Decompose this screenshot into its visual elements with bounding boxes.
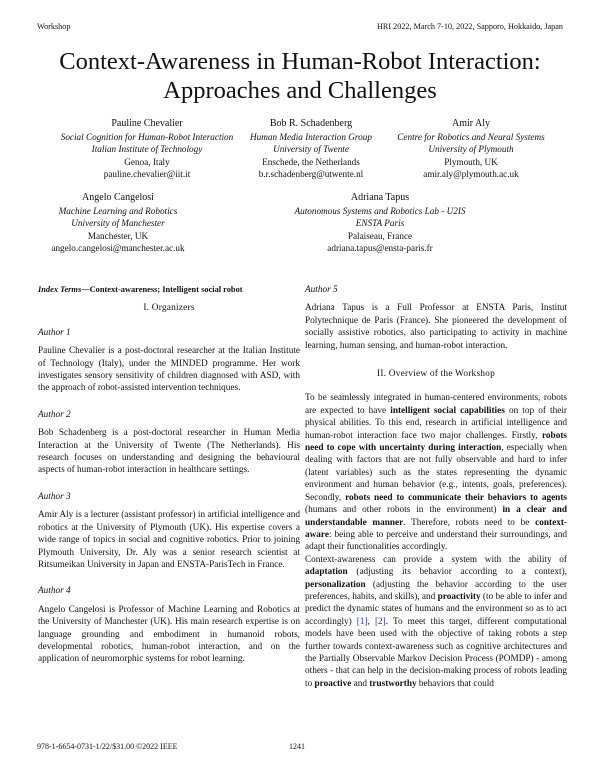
author-block-5	[270, 192, 490, 255]
overview-paragraph-1: To be seamlessly integrated in human-centered environments, robots are expected to have intelligent social capabilities on top of their physical abilities. To this end, research in artificial intelligence and human-robot interaction face two major challenges. Firstly, robots need to cope with uncertainty during interaction, especially when dealing with factors that are not fully observable and hard to infer (latent variables) such as the states representing the dynamic environment and human behavior (e.g., intents, goals, preferences). Secondly, robots need to communicate their behaviors to agents (humans and other robots in the environment) in a clear and understandable manner. Therefore, robots need to be context-aware: being able to perceive and understand their surroundings, and adapt their functionalities accordingly.	[305, 393, 568, 553]
citation-link-2[interactable]: [2]	[374, 616, 386, 627]
author-group: Human Media Interaction Group	[250, 131, 372, 142]
author-2-heading: Author 2	[38, 409, 71, 420]
author-name: Bob R. Schadenberg	[269, 118, 353, 129]
section-heading-overview: II. Overview of the Workshop	[377, 369, 495, 380]
author-1-bio: Pauline Chevalier is a post-doctoral researcher at the Italian Institute of Technology (Italy), under the MINDED programme. Her work investigates sensory sensitivity of children diagnosed with ASD, with the approach of robot-assisted intervention techniques.	[38, 346, 300, 394]
author-3-bio: Amir Aly is a lecturer (assistant professor) in artificial intelligence and robotics at the University of Plymouth (UK). His expertise covers a wide range of topics in social and cognitive robotics. Prior to joining Plymouth University, Dr. Aly was a senior research scientist at Ritsumeikan University in Japan and ENSTA-ParisTech in France.	[38, 510, 300, 570]
right-column	[305, 284, 567, 690]
citation-link-1[interactable]: [1]	[356, 616, 368, 627]
page-number: 1241	[289, 742, 305, 751]
author-block-2	[238, 118, 384, 181]
author-name: Adriana Tapus	[350, 192, 410, 203]
author-5-bio: Adriana Tapus is a Full Professor at ENSTA Paris, Institut Polytechnique de Paris (France). She pioneered the development of socially assistive robotics, also participating to activity in machine learning, human sensing, and human-robot interaction.	[305, 303, 567, 351]
author-4-heading: Author 4	[38, 586, 71, 597]
author-group: Social Cognition for Human-Robot Interaction	[60, 131, 234, 142]
author-location: Genoa, Italy	[124, 156, 170, 167]
author-email[interactable]: angelo.cangelosi@manchester.ac.uk	[51, 243, 185, 254]
index-terms: Index Terms—Context-awareness; Intelligent social robot	[38, 285, 243, 294]
title-line-1: Context-Awareness in Human-Robot Interaction:	[59, 48, 541, 75]
author-email[interactable]: adriana.tapus@ensta-paris.fr	[327, 243, 433, 254]
author-1-heading: Author 1	[38, 327, 71, 338]
author-email[interactable]: b.r.schadenberg@utwente.nl	[258, 169, 364, 180]
author-org: University of Manchester	[71, 218, 165, 229]
author-block-1	[52, 118, 242, 181]
title-line-2: Approaches and Challenges	[163, 77, 437, 104]
author-group: Autonomous Systems and Robotics Lab - U2IS	[294, 205, 466, 216]
author-location: Manchester, UK	[87, 230, 149, 241]
author-org: Italian Institute of Technology	[91, 144, 203, 155]
author-4-bio: Angelo Cangelosi is Professor of Machine Learning and Robotics at the University of Manchester (UK). His main research expertise is on language grounding and embodiment in humanoid robots, developmental robotics, human-robot interaction, and on the application of neuromorphic systems for robot learning.	[38, 604, 300, 665]
author-group: Centre for Robotics and Neural Systems	[397, 131, 545, 142]
author-location: Palaiseau, France	[347, 230, 413, 241]
paper-title	[0, 47, 600, 105]
author-block-3	[380, 118, 562, 181]
running-header-left: Workshop	[37, 22, 71, 31]
copyright-footer: 978-1-6654-0731-1/22/$31.00 ©2022 IEEE	[37, 742, 178, 751]
author-email[interactable]: pauline.chevalier@iit.it	[103, 169, 191, 180]
author-2-bio: Bob Schadenberg is a post-doctoral researcher in Human Media Interaction at the University of Twente (The Netherlands). His research focuses on understanding and designing the behavioural aspects of human-robot interaction in healthcare settings.	[38, 428, 300, 476]
author-5-heading: Author 5	[305, 285, 338, 295]
author-org: University of Twente	[273, 144, 349, 155]
author-org: University of Plymouth	[428, 144, 514, 155]
author-group: Machine Learning and Robotics	[58, 205, 178, 216]
author-email[interactable]: amir.aly@plymouth.ac.uk	[423, 169, 519, 180]
author-block-4	[30, 192, 206, 255]
overview-paragraph-2: Context-awareness can provide a system with the ability of adaptation (adjusting its behavior according to a context), personalization (adjusting the behavior according to the user preferences, habits, and skills), and proactivity (to be able to infer and predict the dynamic states of humans and the environment so as to act accordingly) [1], [2]. To meet this target, different computational models have been used with the objective of taking robots a step further towards context-awareness such as cognitive architectures and the Partially Observable Markov Decision Process (POMDP) - among others - that can help in the decision-making process of robots leading to proactive and trustworthy behaviors that could	[305, 554, 567, 689]
left-column	[38, 284, 300, 666]
author-location: Plymouth, UK	[444, 156, 498, 167]
author-name: Angelo Cangelosi	[82, 192, 154, 203]
author-name: Pauline Chevalier	[111, 118, 183, 129]
author-org: ENSTA Paris	[355, 218, 405, 229]
author-location: Enschede, the Netherlands	[262, 156, 360, 167]
author-3-heading: Author 3	[38, 491, 71, 502]
running-header-right: HRI 2022, March 7-10, 2022, Sapporo, Hokkaido, Japan	[376, 22, 563, 31]
section-heading-organizers: I. Organizers	[143, 303, 195, 314]
author-name: Amir Aly	[451, 118, 491, 129]
